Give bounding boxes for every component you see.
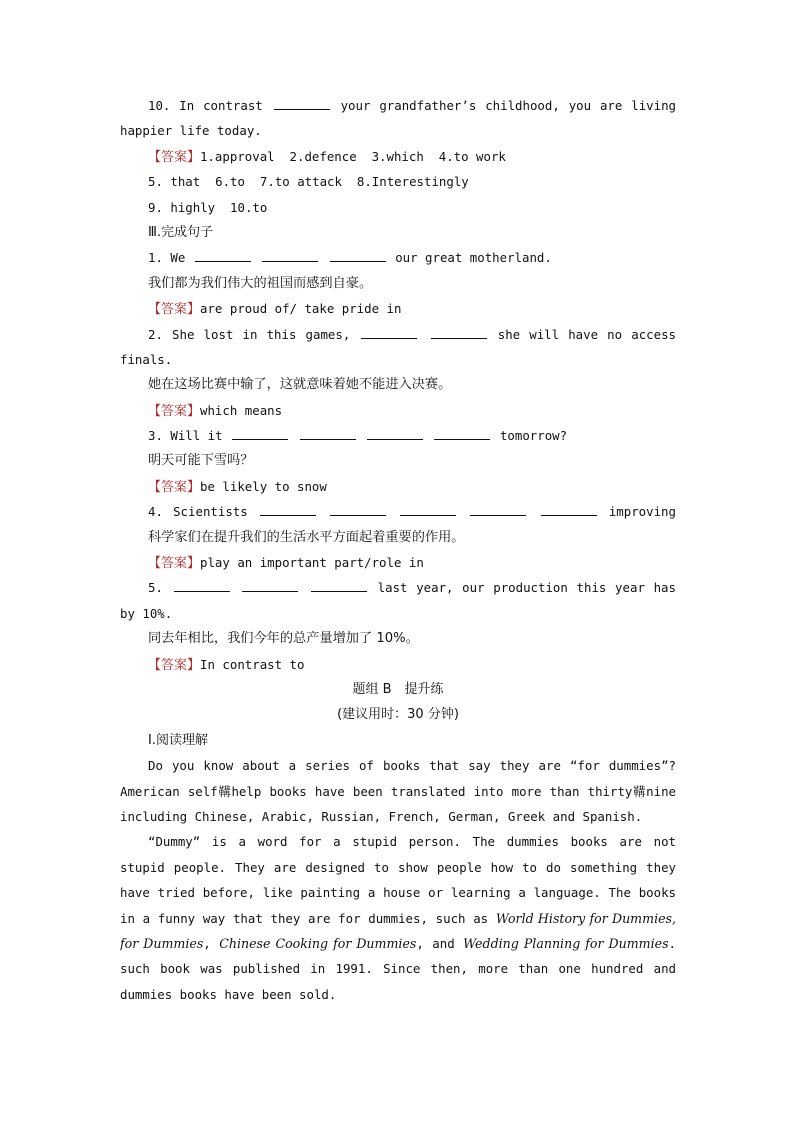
sentence-5: [120, 575, 676, 600]
answer-block-line-3: 9. highly 10.to: [148, 199, 268, 215]
reading-section-title: Ⅰ.阅读理解: [148, 732, 208, 748]
passage-text: in a funny way that they are for dummies, such as: [120, 910, 489, 926]
question-10-cont: happier life today.: [120, 123, 262, 139]
answer-blank: [195, 249, 251, 262]
answer-blank: [262, 249, 318, 262]
passage-p2-line-4: [120, 906, 676, 931]
answer-blank: [434, 427, 490, 440]
s3-prefix: 3. Will it: [148, 428, 223, 444]
book-title: World History for Dummies,: [495, 910, 676, 926]
answer-blank: [242, 579, 298, 592]
s3-suffix: tomorrow?: [499, 428, 568, 444]
answer-blank: [300, 427, 356, 440]
answer-blank: [470, 503, 526, 516]
page-content: [120, 93, 676, 1007]
answer-blank: [274, 97, 330, 110]
answer-blank: [361, 326, 417, 339]
answer-blank: [431, 326, 487, 339]
sentence-4-cn: 科学家们在提升我们的生活水平方面起着重要的作用。: [148, 529, 465, 545]
s1-suffix: our great motherland.: [395, 250, 552, 266]
answer-blank: [541, 503, 597, 516]
sentence-2-cn: 她在这场比赛中输了，这就意味着她不能进入决赛。: [148, 377, 452, 393]
question-10-line: [120, 93, 676, 118]
answer-blank: [174, 579, 230, 592]
section-title: Ⅲ.完成句子: [148, 224, 214, 240]
passage-text: , and: [416, 935, 455, 951]
passage-p2-line-1: “Dummy” is a word for a stupid person. The dummies books are not: [148, 834, 676, 850]
answer-label: 【答案】: [148, 556, 201, 572]
group-b-title: 题组 B 提升练: [352, 681, 444, 697]
passage-p2-line-7: dummies books have been sold.: [120, 986, 337, 1002]
answer-blank: [260, 503, 316, 516]
sentence-4: [120, 499, 676, 524]
answer-text: 1.approval 2.defence 3.which 4.to work: [200, 148, 506, 164]
s2-suffix: she will have no access: [497, 326, 676, 342]
sentence-3: [120, 423, 676, 448]
passage-p2-line-5: for Dummies, Chinese Cooking for Dummies, and Wedding Planning for Dummies.: [120, 931, 676, 956]
answer-label: 【答案】: [148, 479, 201, 495]
sentence-3-cn: 明天可能下雪吗？: [148, 453, 254, 469]
answer-blank: [330, 503, 386, 516]
sentence-1: [120, 245, 676, 270]
s5-suffix: last year, our production this year has: [377, 580, 676, 596]
passage-p2-line-6: such book was published in 1991. Since then, more than one hundred and: [120, 961, 676, 977]
q10-suffix: your grandfather’s childhood, you are living: [340, 98, 676, 113]
answer-text: which means: [200, 402, 283, 418]
sentence-5-cont: by 10%.: [120, 605, 173, 621]
answer-label: 【答案】: [148, 657, 201, 673]
answer-label: 【答案】: [148, 302, 201, 318]
passage-p1-line-1: Do you know about a series of books that say they are “for dummies”?: [148, 758, 676, 774]
s1-prefix: 1. We: [148, 250, 186, 266]
answer-text: In contrast to: [200, 656, 305, 672]
group-b-time: (建议用时：30 分钟): [337, 707, 459, 723]
answer-block-line-1: [120, 144, 676, 169]
passage-p2-line-2: stupid people. They are designed to show people how to do something they: [120, 859, 676, 875]
sentence-2-cont: finals.: [120, 351, 173, 367]
passage-p1-line-2: American self鞲help books have been translated into more than thirty鞲nine: [120, 783, 676, 799]
answer-blank: [311, 579, 367, 592]
sentence-4-answer: [120, 550, 676, 575]
answer-block-line-2: 5. that 6.to 7.to attack 8.Interestingly: [148, 174, 469, 190]
s4-suffix: improving: [608, 504, 676, 520]
sentence-1-cn: 我们都为我们伟大的祖国而感到自豪。: [148, 275, 373, 291]
answer-blank: [232, 427, 288, 440]
passage-p1-line-3: including Chinese, Arabic, Russian, French, German, Greek and Spanish.: [120, 808, 643, 824]
answer-blank: [367, 427, 423, 440]
book-title: for Dummies: [120, 935, 204, 951]
answer-label: 【答案】: [148, 149, 201, 165]
answer-text: be likely to snow: [200, 478, 327, 494]
sentence-5-cn: 同去年相比，我们今年的总产量增加了 10%。: [148, 631, 419, 647]
sentence-5-answer: [120, 652, 676, 677]
s2-prefix: 2. She lost in this games,: [148, 326, 351, 342]
sentence-2: [120, 322, 676, 347]
answer-blank: [330, 249, 386, 262]
passage-p2-line-3: have tried before, like painting a house or learning a language. The books: [120, 885, 676, 901]
sentence-2-answer: [120, 398, 676, 423]
q10-prefix: 10. In contrast: [148, 98, 263, 113]
book-title: Chinese Cooking for Dummies: [219, 935, 417, 951]
answer-label: 【答案】: [148, 403, 201, 419]
sentence-1-answer: [120, 296, 676, 321]
s4-prefix: 4. Scientists: [148, 504, 248, 520]
passage-text: .: [668, 935, 676, 951]
answer-blank: [400, 503, 456, 516]
s5-prefix: 5.: [148, 580, 163, 596]
sentence-3-answer: [120, 474, 676, 499]
answer-text: are proud of/ take pride in: [200, 301, 402, 317]
answer-text: play an important part/role in: [200, 555, 424, 571]
book-title: Wedding Planning for Dummies: [463, 935, 669, 951]
